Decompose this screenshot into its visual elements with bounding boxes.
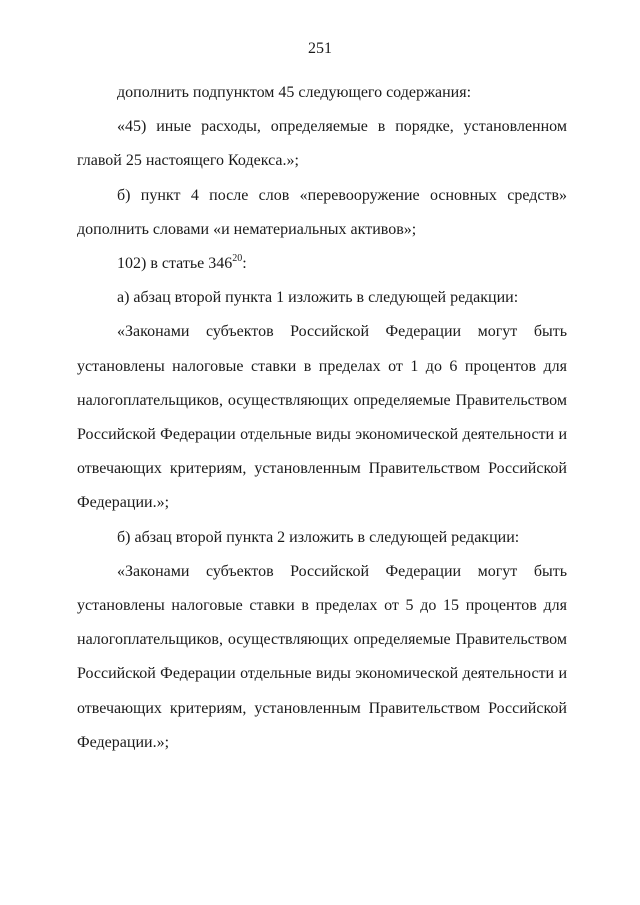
- text-line: Федерации.»;: [77, 494, 170, 512]
- text-line: установлены налоговые ставки в пределах от 5 до 15 процентов для: [77, 597, 567, 615]
- article-ref-text: 102) в статье 346: [117, 255, 233, 273]
- document-body: [77, 76, 567, 760]
- paragraph-item-102: [77, 247, 567, 281]
- article-ref-colon: :: [242, 255, 247, 273]
- text-line: главой 25 настоящего Кодекса.»;: [77, 152, 299, 170]
- paragraph-amend-subitem: [77, 76, 567, 110]
- text-line: отвечающих критериям, установленным Правительством Российской: [77, 699, 567, 717]
- text-line: установлены налоговые ставки в пределах от 1 до 6 процентов для: [77, 357, 567, 375]
- page-number: 251: [308, 40, 332, 57]
- text-line: б) абзац второй пункта 2 изложить в следующей редакции:: [117, 528, 520, 546]
- text-line: «45) иные расходы, определяемые в порядке, установленном: [117, 118, 567, 136]
- text-line: [77, 247, 567, 281]
- text-line: а) абзац второй пункта 1 изложить в следующей редакции:: [117, 289, 519, 307]
- paragraph-item-b-point-2: [77, 521, 567, 555]
- paragraph-quote-rates-5-15: [77, 555, 567, 760]
- text-line: налогоплательщиков, осуществляющих определяемые Правительством: [77, 631, 567, 649]
- text-line: отвечающих критериям, установленным Правительством Российской: [77, 460, 567, 478]
- text-line: «Законами субъектов Российской Федерации могут быть: [117, 562, 567, 580]
- text-line: налогоплательщиков, осуществляющих определяемые Правительством: [77, 391, 567, 409]
- text-line: дополнить словами «и нематериальных активов»;: [77, 220, 417, 238]
- paragraph-item-a: [77, 281, 567, 315]
- text-line: Российской Федерации отдельные виды экономической деятельности и: [77, 426, 567, 444]
- text-line: Российской Федерации отдельные виды экономической деятельности и: [77, 665, 567, 683]
- text-line: Федерации.»;: [77, 733, 170, 751]
- paragraph-quote-rates-1-6: [77, 315, 567, 520]
- paragraph-subitem-45: [77, 110, 567, 178]
- paragraph-item-b-point-4: [77, 179, 567, 247]
- text-line: «Законами субъектов Российской Федерации могут быть: [117, 323, 567, 341]
- article-superscript: 20: [232, 253, 243, 265]
- text-line: б) пункт 4 после слов «перевооружение основных средств»: [117, 186, 567, 204]
- text-line: дополнить подпунктом 45 следующего содержания:: [117, 84, 472, 101]
